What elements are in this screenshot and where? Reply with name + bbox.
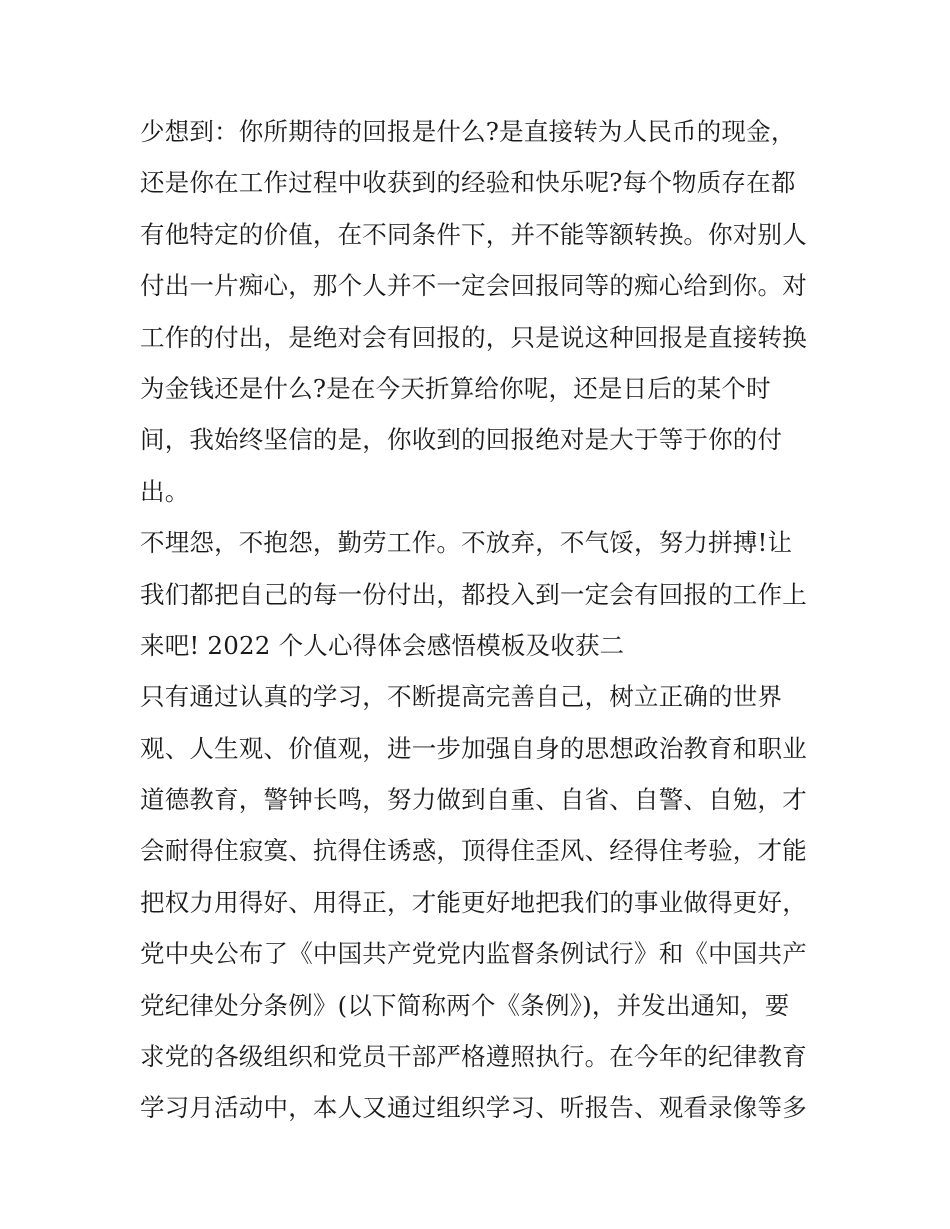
text-line: 间，我始终坚信的是，你收到的回报绝对是大于等于你的付 [140, 425, 783, 455]
text-line: 为金钱还是什么?是在今天折算给你呢，还是日后的某个时 [140, 373, 771, 403]
text-line: 会耐得住寂寞、抗得住诱惑，顶得住歪风、经得住考验，才能 [140, 836, 807, 866]
text-line: 学习月活动中，本人又通过组织学习、听报告、观看录像等多 [140, 1093, 807, 1123]
text-line: 我们都把自己的每一份付出，都投入到一定会有回报的工作上 [140, 579, 807, 609]
text-line: 把权力用得好、用得正，才能更好地把我们的事业做得更好， [140, 887, 807, 917]
text-line: 出。 [140, 476, 190, 506]
text-line: 付出一片痴心，那个人并不一定会回报同等的痴心给到你。对 [140, 271, 807, 301]
text-line: 党中央公布了《中国共产党党内监督条例试行》和《中国共产 [140, 939, 807, 969]
text-line: 不埋怨，不抱怨，勤劳工作。不放弃，不气馁，努力拼搏!让 [140, 528, 793, 558]
body-text [140, 106, 830, 1134]
text-line: 工作的付出，是绝对会有回报的，只是说这种回报是直接转换 [140, 322, 807, 352]
text-line: 求党的各级组织和党员干部严格遵照执行。在今年的纪律教育 [140, 1042, 807, 1072]
text-line: 有他特定的价值，在不同条件下，并不能等额转换。你对别人 [140, 219, 807, 249]
text-line: 观、人生观、价值观，进一步加强自身的思想政治教育和职业 [140, 733, 807, 763]
text-line: 只有通过认真的学习，不断提高完善自己，树立正确的世界 [140, 682, 783, 712]
text-line: 党纪律处分条例》(以下简称两个《条例》)，并发出通知，要 [140, 990, 790, 1020]
section-title-line: 来吧! 2022 个人心得体会感悟模板及收获二 [140, 630, 625, 660]
text-line: 少想到：你所期待的回报是什么?是直接转为人民币的现金， [140, 117, 796, 146]
text-line: 还是你在工作过程中收获到的经验和快乐呢?每个物质存在都 [140, 168, 796, 198]
text-line: 道德教育，警钟长鸣，努力做到自重、自省、自警、自勉，才 [140, 785, 807, 815]
